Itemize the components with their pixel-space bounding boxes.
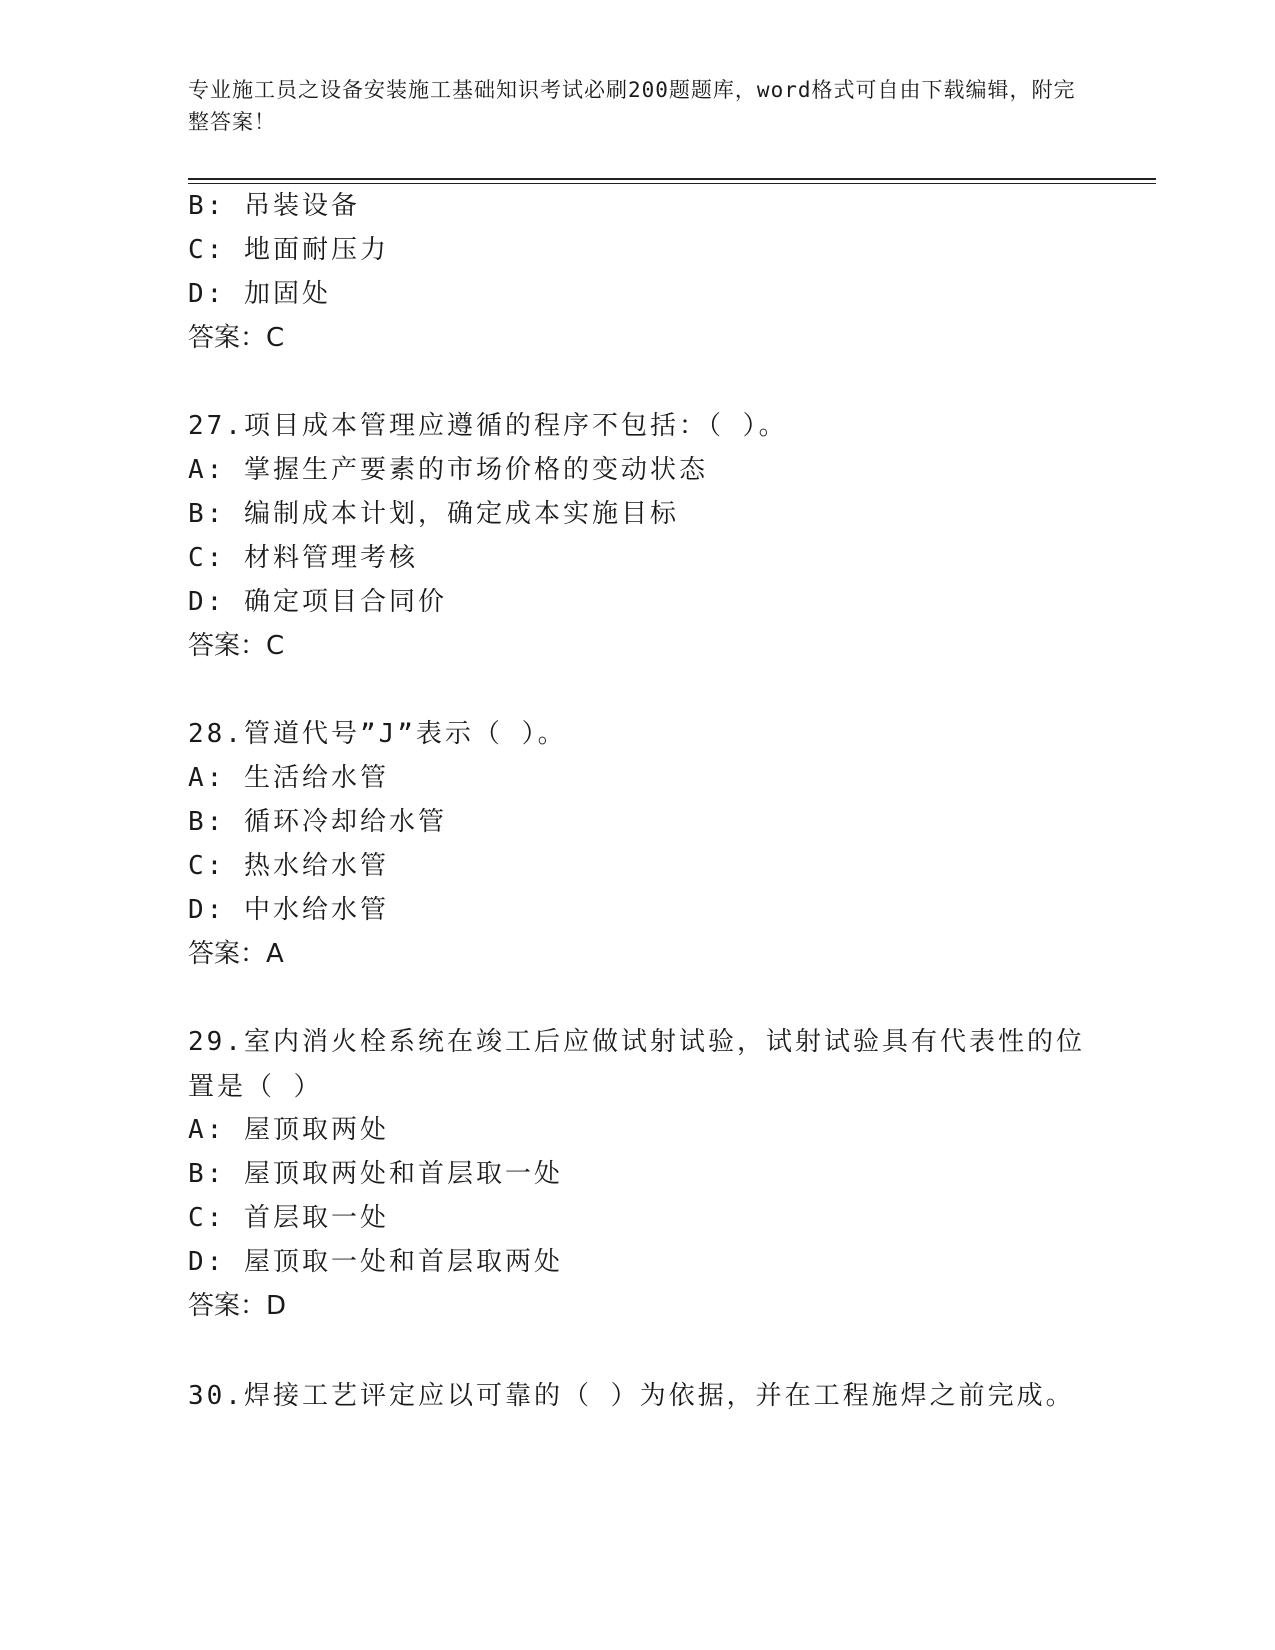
- question-text: 27.项目成本管理应遵循的程序不包括：（ ）。: [188, 411, 788, 441]
- option-b: B: 屋顶取两处和首层取一处: [188, 1159, 563, 1189]
- answer-line: 答案：D: [188, 1291, 287, 1321]
- option-c: C: 热水给水管: [188, 851, 389, 881]
- header-divider-thick: [188, 178, 1156, 180]
- option-c: C: 材料管理考核: [188, 543, 418, 573]
- answer-line: 答案：C: [188, 631, 285, 661]
- option-b: B: 循环冷却给水管: [188, 807, 447, 837]
- answer-line: 答案：A: [188, 939, 284, 969]
- option-d: D: 确定项目合同价: [188, 587, 447, 617]
- option-c: C: 地面耐压力: [188, 235, 389, 265]
- option-c: C: 首层取一处: [188, 1203, 389, 1233]
- option-d: D: 中水给水管: [188, 895, 389, 925]
- option-a: A: 掌握生产要素的市场价格的变动状态: [188, 455, 708, 485]
- answer-line: 答案：C: [188, 323, 285, 353]
- option-a: A: 屋顶取两处: [188, 1115, 389, 1145]
- document-header-title: 专业施工员之设备安装施工基础知识考试必刷200题题库，word格式可自由下载编辑，附完整答案！: [188, 78, 1076, 134]
- question-text: 28.管道代号”J”表示（ ）。: [188, 719, 567, 749]
- option-d: D: 屋顶取一处和首层取两处: [188, 1247, 563, 1277]
- header-divider-thin: [188, 183, 1156, 184]
- option-b: B: 编制成本计划，确定成本实施目标: [188, 499, 679, 529]
- question-text: 30.焊接工艺评定应以可靠的（ ）为依据，并在工程施焊之前完成。: [188, 1381, 1075, 1411]
- option-b: B: 吊装设备: [188, 191, 360, 221]
- question-text: 29.室内消火栓系统在竣工后应做试射试验，试射试验具有代表性的位置是（ ）: [188, 1027, 1085, 1102]
- option-a: A: 生活给水管: [188, 763, 389, 793]
- option-d: D: 加固处: [188, 279, 331, 309]
